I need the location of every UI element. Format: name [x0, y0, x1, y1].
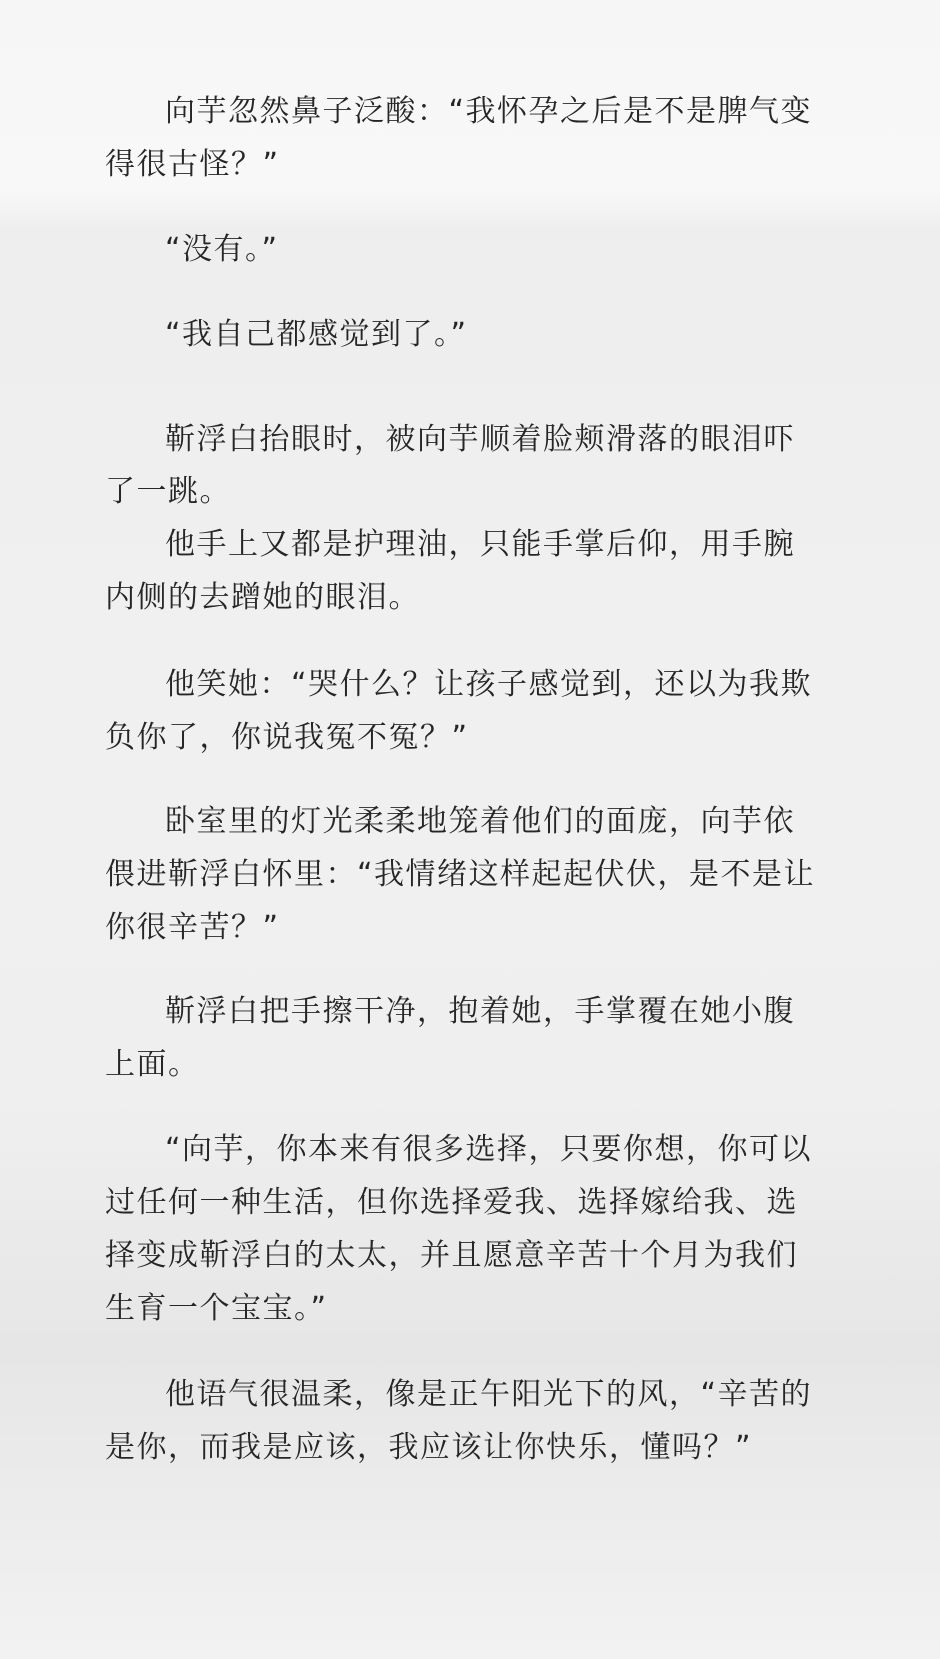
paragraph-7-line-2: 偎进靳浮白怀里：“我情绪这样起起伏伏，是不是让: [105, 857, 816, 892]
paragraph-7-line-1: 卧室里的灯光柔柔地笼着他们的面庞，向芋依: [165, 804, 795, 839]
paragraph-5-line-1: 他手上又都是护理油，只能手掌后仰，用手腕: [165, 527, 795, 562]
paragraph-1-line-2: 得很古怪？”: [105, 147, 280, 182]
paragraph-5-line-2: 内侧的去蹭她的眼泪。: [105, 580, 420, 615]
paragraph-3-line-1: “我自己都感觉到了。”: [165, 317, 468, 352]
paragraph-1-line-1: 向芋忽然鼻子泛酸：“我怀孕之后是不是脾气变: [165, 94, 813, 129]
paragraph-7-line-3: 你很辛苦？”: [105, 910, 280, 945]
paragraph-4-line-2: 了一跳。: [105, 474, 231, 509]
paragraph-4-line-1: 靳浮白抬眼时，被向芋顺着脸颊滑落的眼泪吓: [165, 422, 795, 457]
paragraph-8-line-2: 上面。: [105, 1047, 200, 1082]
paragraph-9-line-1: “向芋，你本来有很多选择，只要你想，你可以: [165, 1132, 813, 1167]
paragraph-6-line-1: 他笑她：“哭什么？让孩子感觉到，还以为我欺: [165, 667, 813, 702]
paragraph-8-line-1: 靳浮白把手擦干净，抱着她，手掌覆在她小腹: [165, 994, 795, 1029]
paragraph-2-line-1: “没有。”: [165, 232, 279, 267]
paragraph-10-line-2: 是你，而我是应该，我应该让你快乐，懂吗？”: [105, 1430, 753, 1465]
paragraph-9-line-2: 过任何一种生活，但你选择爱我、选择嫁给我、选: [105, 1185, 798, 1220]
paragraph-9-line-3: 择变成靳浮白的太太，并且愿意辛苦十个月为我们: [105, 1238, 798, 1273]
paragraph-6-line-2: 负你了，你说我冤不冤？”: [105, 720, 469, 755]
paragraph-9-line-4: 生育一个宝宝。”: [105, 1291, 328, 1326]
paragraph-10-line-1: 他语气很温柔，像是正午阳光下的风，“辛苦的: [165, 1377, 813, 1412]
